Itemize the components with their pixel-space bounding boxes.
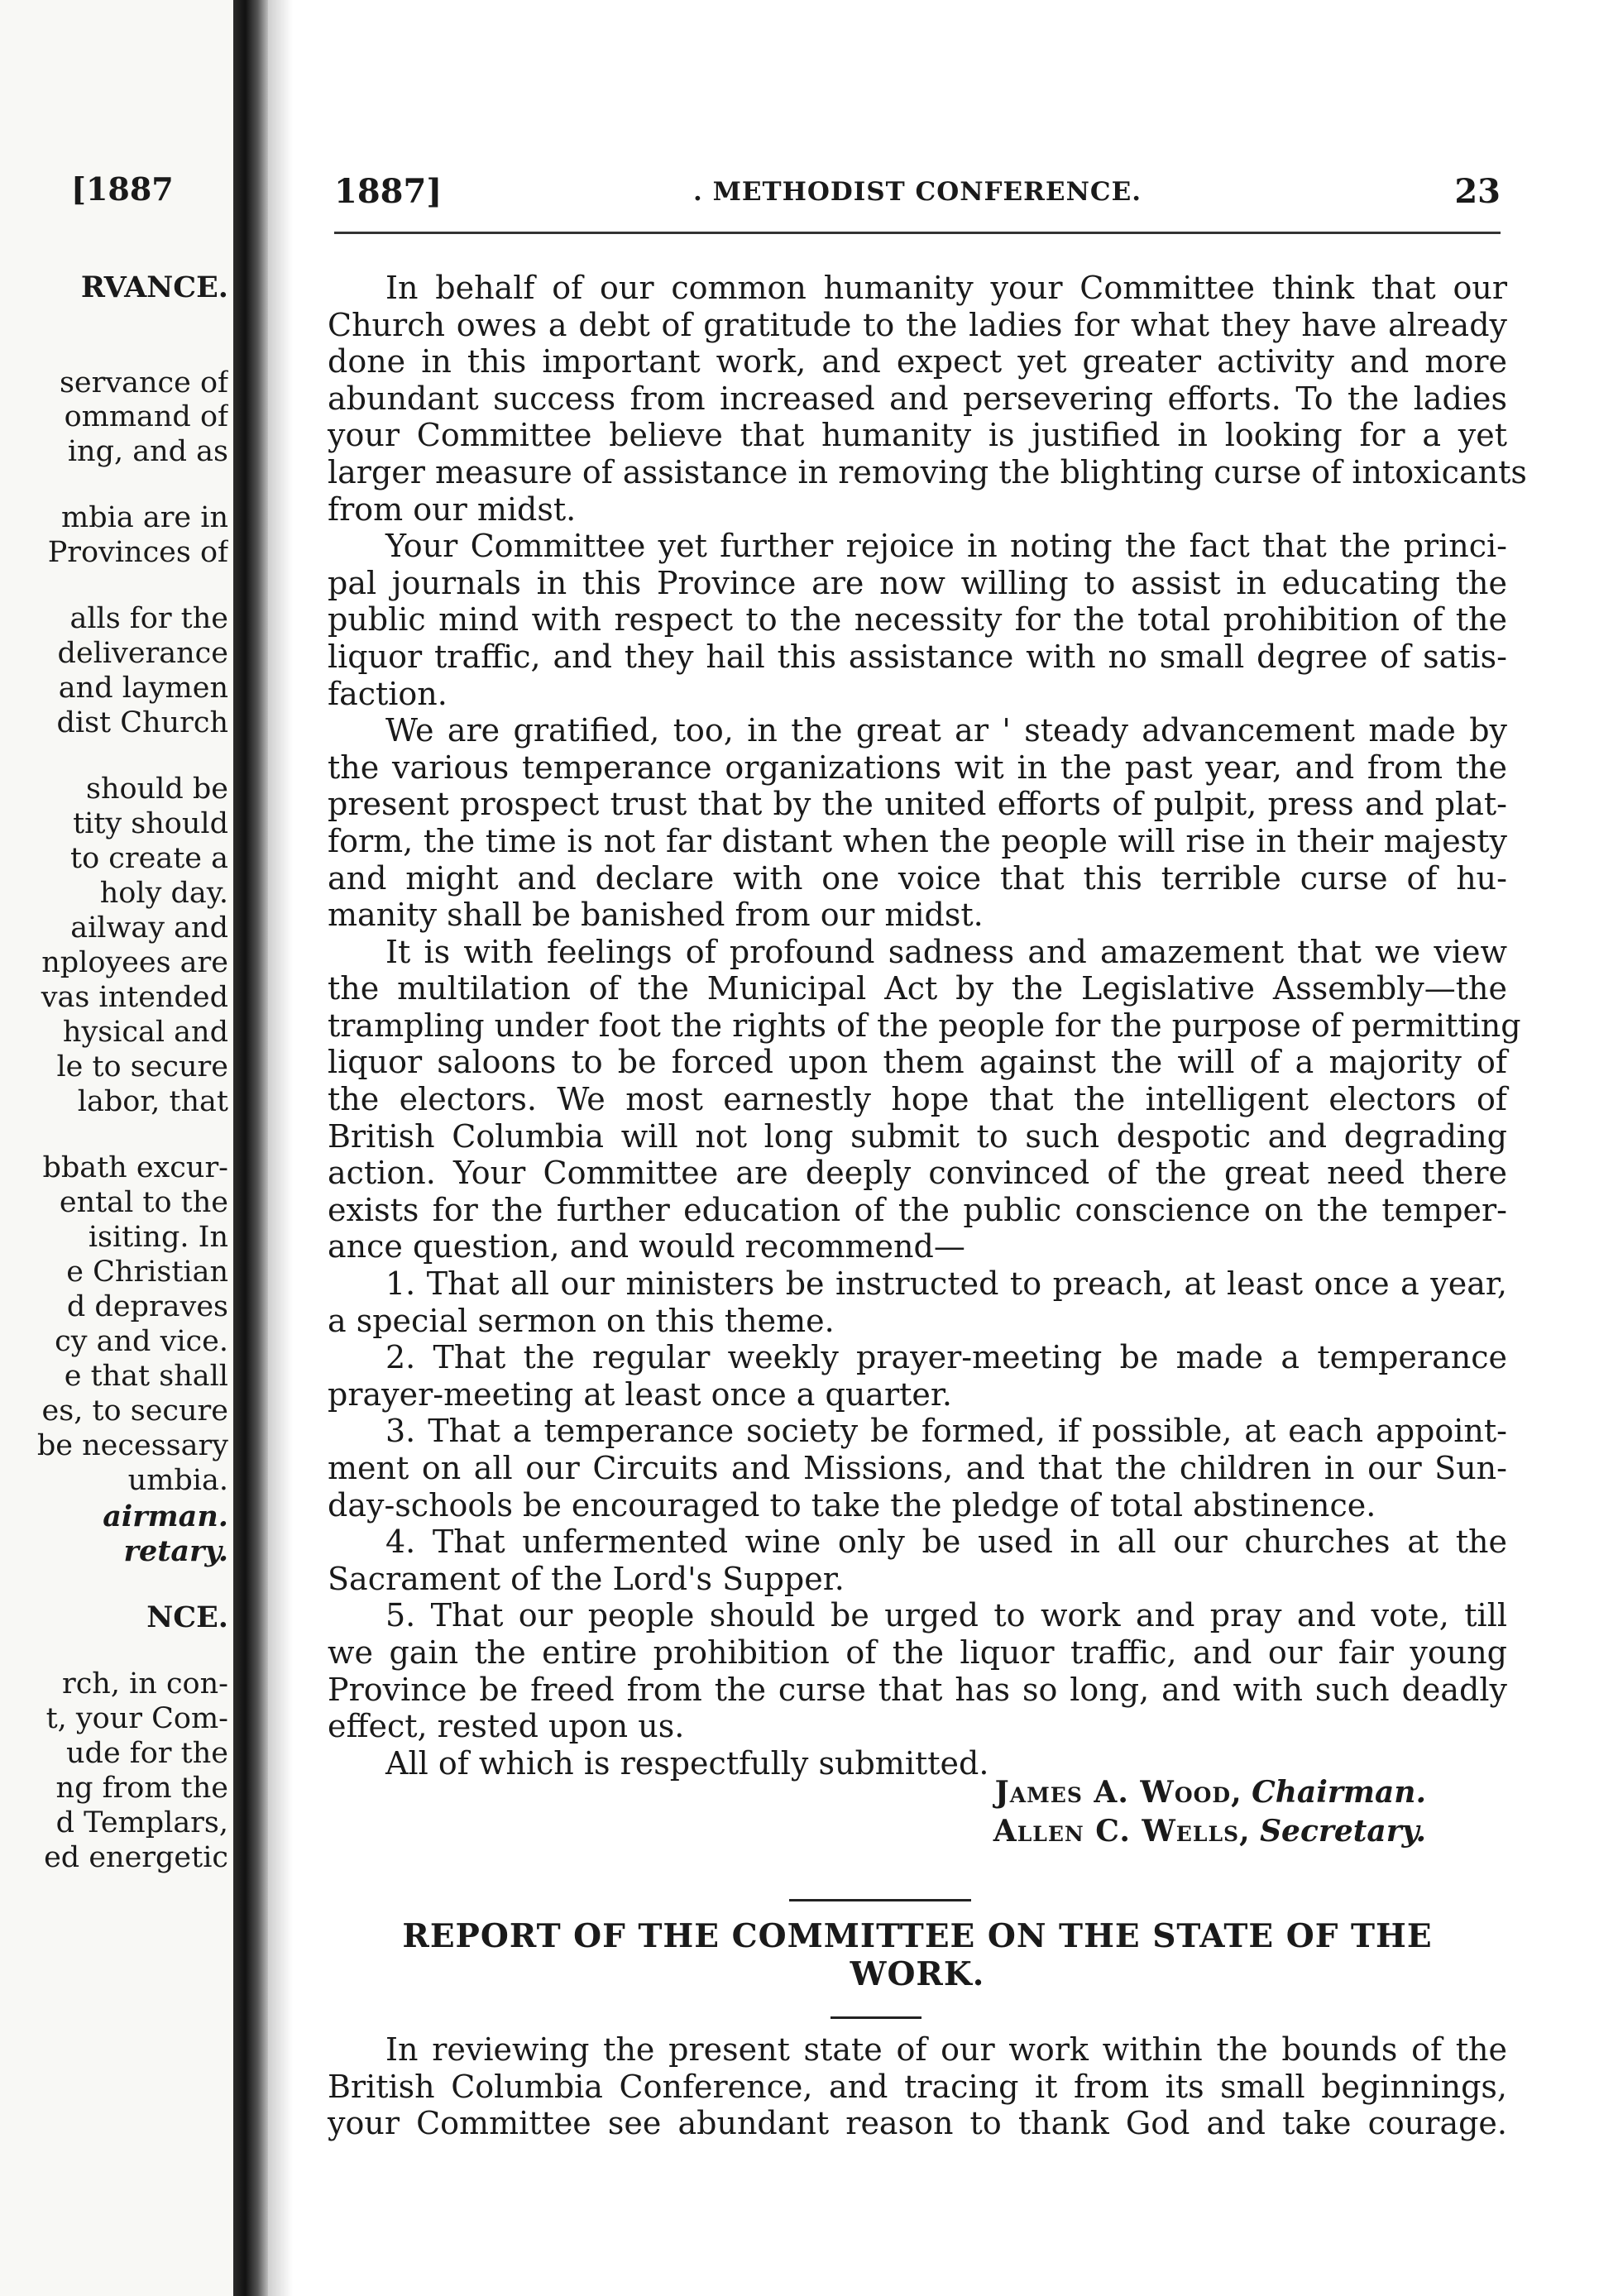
text-line: ance question, and would recommend—: [328, 1228, 965, 1265]
text-line: In behalf of our common humanity your Committee think that our: [385, 270, 1507, 306]
left-page-line: ing, and as: [67, 435, 228, 468]
text-line: British Columbia Conference, and tracing it from its small beginnings,: [328, 2068, 1507, 2105]
committee-report-text: [328, 270, 1527, 1782]
text-line: and might and declare with one voice that this terrible curse of hu-: [328, 859, 1507, 897]
left-page-line: Provinces of: [47, 536, 228, 569]
left-page-line: vas intended: [41, 981, 228, 1014]
heading-rule: [831, 2016, 921, 2019]
left-page-line: es, to secure: [41, 1394, 228, 1428]
left-page-line: isiting. In: [88, 1221, 228, 1254]
left-page-line: and laymen: [58, 672, 228, 705]
left-page-line: ailway and: [70, 911, 228, 945]
left-page-line: labor, that: [77, 1085, 228, 1118]
text-line: ment on all our Circuits and Missions, and that the children in our Sun-: [328, 1450, 1507, 1486]
left-page-line: nployees are: [41, 946, 228, 979]
left-page-line: ng from the: [55, 1772, 228, 1805]
left-page-line: ed energetic: [44, 1841, 228, 1874]
text-line: British Columbia will not long submit to such despotic and degrading: [328, 1117, 1507, 1155]
gutter-shadow: [268, 0, 293, 2296]
text-line: pal journals in this Province are now willing to assist in educating the: [328, 564, 1507, 601]
text-line: All of which is respectfully submitted.: [385, 1744, 989, 1782]
text-line: done in this important work, and expect yet greater activity and more: [328, 343, 1507, 380]
running-head: [334, 172, 1501, 218]
report-heading-line: REPORT OF THE COMMITTEE ON THE STATE OF THE: [402, 1917, 1433, 1955]
text-line: your Committee see abundant reason to thank God and take courage.: [328, 2105, 1507, 2142]
section-divider: [789, 1899, 971, 1901]
signature-name: Allen C. Wells,: [993, 1814, 1251, 1849]
text-line: the multilation of the Municipal Act by the Legislative Assembly—the: [328, 970, 1507, 1007]
left-page-line: retary.: [123, 1534, 228, 1568]
text-line: prayer-meeting at least once a quarter.: [328, 1375, 952, 1413]
text-line: form, the time is not far distant when the people will rise in their majesty: [328, 822, 1507, 859]
left-page-line: dist Church: [56, 706, 228, 739]
text-line: 3. That a temperance society be formed, if possible, at each appoint-: [385, 1413, 1507, 1450]
text-line: 2. That the regular weekly prayer-meeting be made a temperance: [385, 1339, 1507, 1376]
left-page-line: to create a: [70, 842, 228, 875]
signature-line: [293, 1812, 1426, 1851]
left-page-line: ude for the: [66, 1737, 228, 1770]
text-line: exists for the further education of the public conscience on the temper-: [328, 1191, 1507, 1228]
left-page-line: be necessary: [36, 1429, 228, 1462]
text-line: we gain the entire prohibition of the liquor traffic, and our fair young: [328, 1634, 1507, 1671]
left-page-line: tity should: [73, 807, 228, 840]
left-page-line: NCE.: [146, 1600, 228, 1634]
page: [293, 0, 1618, 2296]
text-line: effect, rested upon us.: [328, 1708, 685, 1745]
text-line: liquor traffic, and they hail this assistance with no small degree of satis-: [328, 638, 1507, 675]
text-line: liquor saloons to be forced upon them against the will of a majority of: [328, 1044, 1507, 1081]
text-line: In reviewing the present state of our work within the bounds of the: [385, 2031, 1507, 2068]
text-line: Church owes a debt of gratitude to the ladies for what they have already: [328, 306, 1507, 343]
running-head-year: 1887]: [334, 172, 443, 211]
left-page-line: alls for the: [69, 602, 228, 635]
left-page-line: holy day.: [99, 877, 228, 910]
left-page-line: RVANCE.: [80, 270, 228, 304]
left-page-line: e Christian: [66, 1256, 228, 1289]
report-heading-line: WORK.: [850, 1955, 985, 1993]
signatures: [293, 1773, 1426, 1851]
binding-gutter: [233, 0, 268, 2296]
state-of-work-text: [328, 2031, 1507, 2142]
left-page-line: servance of: [59, 366, 228, 399]
text-line: 4. That unfermented wine only be used in all our churches at the: [385, 1523, 1507, 1561]
text-line: Province be freed from the curse that has so long, and with such deadly: [328, 1671, 1507, 1708]
left-page-line: e that shall: [64, 1360, 228, 1393]
text-line: abundant success from increased and persevering efforts. To the ladies: [328, 380, 1507, 417]
left-page-header: [1887: [71, 170, 174, 208]
header-rule: [334, 232, 1501, 234]
text-line: your Committee believe that humanity is justified in looking for a yet: [328, 417, 1507, 454]
left-page-line: mbia are in: [61, 501, 228, 534]
left-page-line: deliverance: [57, 637, 228, 670]
text-line: Your Committee yet further rejoice in noting the fact that the princi-: [385, 528, 1507, 565]
signature-line: [293, 1773, 1426, 1812]
text-line: manity shall be banished from our midst.: [328, 897, 984, 934]
text-line: faction.: [328, 675, 448, 712]
text-line: from our midst.: [328, 490, 577, 528]
left-page-line: cy and vice.: [55, 1325, 228, 1358]
left-page-line: ommand of: [64, 400, 228, 433]
left-page-line: d depraves: [66, 1290, 228, 1323]
left-page-line: t, your Com-: [45, 1702, 228, 1735]
signature-name: James A. Wood,: [994, 1775, 1242, 1810]
report-heading: [328, 1917, 1507, 1993]
text-line: day-schools be encouraged to take the pledge of total abstinence.: [328, 1486, 1376, 1523]
text-line: a special sermon on this theme.: [328, 1302, 835, 1339]
text-line: the electors. We most earnestly hope that the intelligent electors of: [328, 1081, 1507, 1118]
left-page-line: rch, in con-: [61, 1667, 228, 1700]
page-number: 23: [1454, 172, 1501, 211]
text-line: 1. That all our ministers be instructed to preach, at least once a year,: [385, 1265, 1507, 1303]
text-line: the various temperance organizations wit in the past year, and from the: [328, 749, 1507, 786]
text-line: trampling under foot the rights of the people for the purpose of permitting: [328, 1007, 1521, 1044]
text-line: Sacrament of the Lord's Supper.: [328, 1560, 845, 1597]
text-line: action. Your Committee are deeply convinced of the great need there: [328, 1155, 1507, 1192]
left-page-line: bbath excur-: [42, 1151, 228, 1184]
left-page-line: d Templars,: [55, 1806, 228, 1839]
text-line: larger measure of assistance in removing the blighting curse of intoxicants: [328, 453, 1527, 490]
text-line: 5. That our people should be urged to work and pray and vote, till: [385, 1597, 1507, 1634]
signature-title: Secretary.: [1260, 1814, 1426, 1849]
left-page-line: airman.: [103, 1500, 228, 1533]
previous-page-fragment: [0, 0, 233, 2296]
left-page-line: should be: [86, 773, 228, 806]
running-head-title: . METHODIST CONFERENCE.: [693, 177, 1142, 207]
left-page-text: [0, 0, 233, 2296]
left-page-line: hysical and: [62, 1016, 228, 1049]
left-page-line: le to secure: [56, 1050, 228, 1083]
left-page-line: ental to the: [59, 1186, 228, 1219]
text-line: We are gratified, too, in the great ar ' steady advancement made by: [385, 712, 1507, 749]
left-page-line: umbia.: [127, 1464, 228, 1497]
signature-title: Chairman.: [1252, 1775, 1426, 1810]
text-line: It is with feelings of profound sadness and amazement that we view: [385, 933, 1507, 970]
text-line: public mind with respect to the necessity for the total prohibition of the: [328, 601, 1507, 639]
text-line: present prospect trust that by the united efforts of pulpit, press and plat-: [328, 786, 1507, 823]
